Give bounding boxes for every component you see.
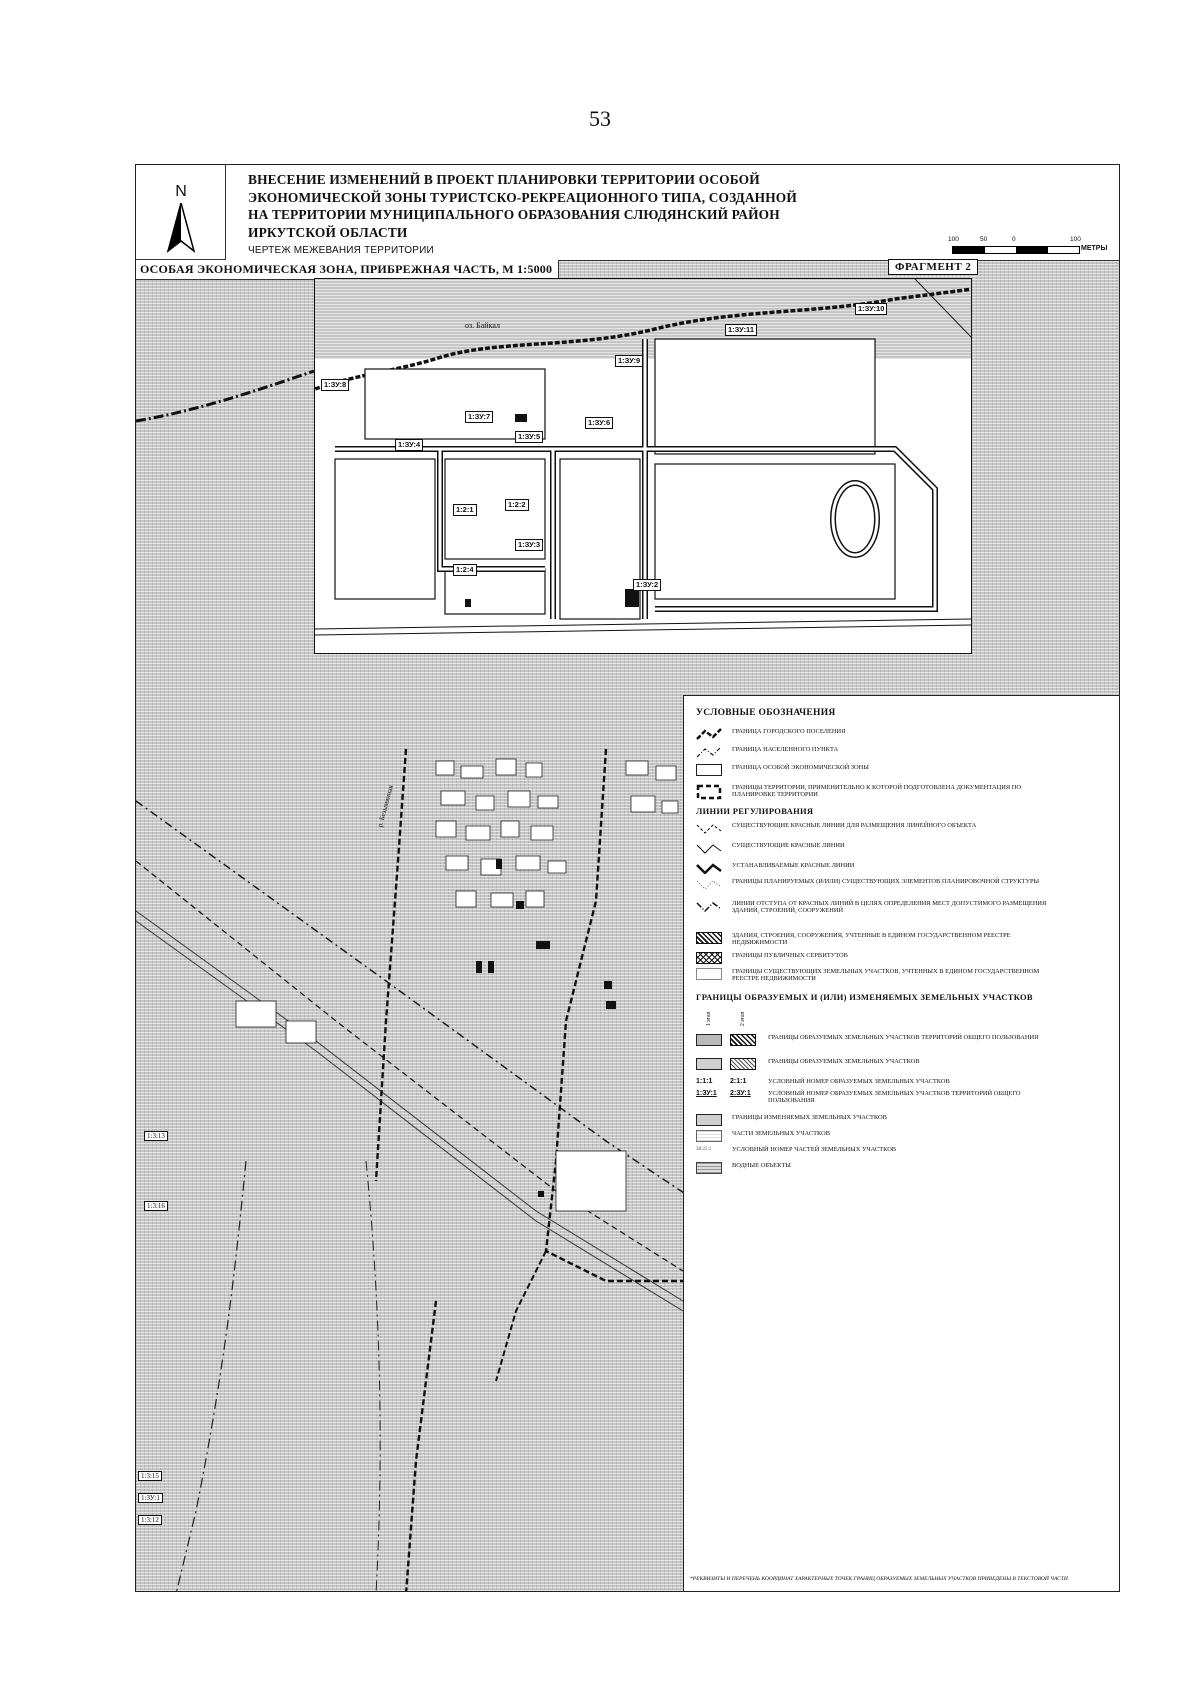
fragment-parcel-code: 1:ЗУ:10	[855, 303, 887, 315]
legend-section-regulation: ЛИНИИ РЕГУЛИРОВАНИЯ	[696, 806, 814, 816]
legend-item-label: ГРАНИЦА ГОРОДСКОГО ПОСЕЛЕНИЯ	[732, 728, 846, 735]
legend-item-label: ГРАНИЦЫ ПЛАНИРУЕМЫХ (И/ИЛИ) СУЩЕСТВУЮЩИХ ЭЛЕМЕНТОВ ПЛАНИРОВОЧНОЙ СТРУКТУРЫ	[732, 878, 1040, 885]
legend-item-label: УСЛОВНЫЙ НОМЕР ОБРАЗУЕМЫХ ЗЕМЕЛЬНЫХ УЧАСТКОВ ТЕРРИТОРИЙ ОБЩЕГО ПОЛЬЗОВАНИЯ	[768, 1090, 1021, 1105]
legend-item-label: ГРАНИЦЫ ТЕРРИТОРИИ, ПРИМЕНИТЕЛЬНО К КОТОРОЙ ПОДГОТОВЛЕНА ДОКУМЕНТАЦИЯ ПО ПЛАНИРОВКЕ ТЕРРИТОРИИ	[732, 784, 1021, 799]
setback-line-symbol	[696, 900, 722, 912]
zone-label: ОСОБАЯ ЭКОНОМИЧЕСКАЯ ЗОНА, ПРИБРЕЖНАЯ ЧАСТЬ, М 1:5000	[136, 260, 559, 280]
legend-item-label: ЛИНИИ ОТСТУПА ОТ КРАСНЫХ ЛИНИЙ В ЦЕЛЯХ ОПРЕДЕЛЕНИЯ МЕСТ ДОПУСТИМОГО РАЗМЕЩЕНИЯ ЗДАНИЙ, СТРОЕНИЙ, СООРУЖЕНИЙ	[732, 900, 1047, 915]
scale-tick-label: 50	[980, 236, 988, 243]
building-symbol	[696, 932, 722, 944]
parcel-number-sample: 1:1:1	[696, 1078, 713, 1085]
legend-column-header: 2 этап	[740, 1011, 746, 1026]
public-parcel-stage1-symbol	[696, 1034, 722, 1046]
map-parcel-code: 1:3:12	[138, 1515, 162, 1525]
north-letter: N	[175, 183, 187, 200]
scale-tick-label: 100	[1070, 236, 1081, 243]
north-arrow-box	[136, 165, 226, 260]
fragment-linework	[315, 279, 972, 654]
legend-item-label: ГРАНИЦЫ ОБРАЗУЕМЫХ ЗЕМЕЛЬНЫХ УЧАСТКОВ ТЕРРИТОРИЙ ОБЩЕГО ПОЛЬЗОВАНИЯ	[768, 1034, 1039, 1041]
fragment-parcel-code: 1:ЗУ:11	[725, 324, 757, 336]
fragment-parcel-code: 1:2:4	[453, 564, 477, 576]
settlement-boundary-symbol	[696, 746, 722, 758]
page-number: 53	[589, 106, 611, 131]
title-line-4: ИРКУТСКОЙ ОБЛАСТИ	[248, 224, 408, 240]
fragment-parcel-code: 1:ЗУ:6	[585, 417, 613, 429]
sez-boundary-symbol	[696, 764, 722, 776]
scale-tick-label: 100	[948, 236, 959, 243]
existing-red-line-symbol	[696, 842, 722, 854]
fragment-parcel-code: 1:ЗУ:8	[321, 379, 349, 391]
city-boundary-symbol	[696, 728, 722, 740]
fragment-parcel-code: 1:ЗУ:3	[515, 539, 543, 551]
fragment-parcel-code: 1:ЗУ:2	[633, 579, 661, 591]
legend-column-header: 1 этап	[706, 1011, 712, 1026]
legend-item-label: УСЛОВНЫЙ НОМЕР ЧАСТЕЙ ЗЕМЕЛЬНЫХ УЧАСТКОВ	[732, 1146, 897, 1153]
title-line-1: ВНЕСЕНИЕ ИЗМЕНЕНИЙ В ПРОЕКТ ПЛАНИРОВКИ ТЕРРИТОРИИ ОСОБОЙ	[248, 172, 760, 187]
legend-item-label: ЧАСТИ ЗЕМЕЛЬНЫХ УЧАСТКОВ	[732, 1130, 830, 1137]
fragment-2-inset[interactable]	[314, 278, 972, 654]
fragment-label: ФРАГМЕНТ 2	[888, 259, 978, 275]
legend-item-label: СУЩЕСТВУЮЩИЕ КРАСНЫЕ ЛИНИИ ДЛЯ РАЗМЕЩЕНИЯ ЛИНЕЙНОГО ОБЪЕКТА	[732, 822, 977, 829]
established-red-line-symbol	[696, 862, 722, 874]
legend	[683, 695, 1120, 1592]
scale-tick-label: 0	[1012, 236, 1016, 243]
legend-item-label: ЗДАНИЯ, СТРОЕНИЯ, СООРУЖЕНИЯ, УЧТЕННЫЕ В ЕДИНОМ ГОСУДАРСТВЕННОМ РЕЕСТРЕ НЕДВИЖИМОСТИ	[732, 932, 1011, 947]
servitude-symbol	[696, 952, 722, 964]
map-parcel-code: 1:ЗУ:1	[138, 1493, 163, 1503]
lake-label: оз. Байкал	[465, 321, 500, 330]
legend-item-label: ГРАНИЦА НАСЕЛЕННОГО ПУНКТА	[732, 746, 839, 753]
legend-item-label: ВОДНЫЕ ОБЪЕКТЫ	[732, 1162, 791, 1169]
drawing-subtitle: ЧЕРТЕЖ МЕЖЕВАНИЯ ТЕРРИТОРИИ	[248, 245, 434, 256]
legend-item-label: ГРАНИЦЫ ОБРАЗУЕМЫХ ЗЕМЕЛЬНЫХ УЧАСТКОВ	[768, 1058, 920, 1065]
legend-title: УСЛОВНЫЕ ОБОЗНАЧЕНИЯ	[696, 708, 836, 718]
scale-units: МЕТРЫ	[1081, 245, 1108, 252]
existing-parcel-symbol	[696, 968, 722, 980]
legend-footnote: *РЕКВИЗИТЫ И ПЕРЕЧЕНЬ КООРДИНАТ ХАРАКТЕРНЫХ ТОЧЕК ГРАНИЦ ОБРАЗУЕМЫХ ЗЕМЕЛЬНЫХ УЧАСТКОВ ПРИВЕДЕНЫ В ТЕКСТОВОЙ ЧАСТИ	[690, 1576, 1068, 1582]
map-parcel-code: 1:3:16	[144, 1201, 168, 1211]
legend-item-label: СУЩЕСТВУЮЩИЕ КРАСНЫЕ ЛИНИИ	[732, 842, 845, 849]
fragment-parcel-code: 1:ЗУ:4	[395, 439, 423, 451]
map-parcel-code: 1:3:15	[138, 1471, 162, 1481]
part-number-sample: 38:25:1	[696, 1147, 712, 1152]
planning-territory-symbol	[696, 784, 722, 800]
drawing-title	[248, 171, 908, 241]
fragment-parcel-code: 1:ЗУ:7	[465, 411, 493, 423]
new-parcel-stage1-symbol	[696, 1058, 722, 1070]
legend-item-label: УСЛОВНЫЙ НОМЕР ОБРАЗУЕМЫХ ЗЕМЕЛЬНЫХ УЧАСТКОВ	[768, 1078, 950, 1085]
map-sheet	[135, 164, 1120, 1592]
water-object-symbol	[696, 1162, 722, 1174]
parcel-number-sample: 2:1:1	[730, 1078, 747, 1085]
legend-item-label: УСТАНАВЛИВАЕМЫЕ КРАСНЫЕ ЛИНИИ	[732, 862, 855, 869]
public-parcel-number-sample: 2:ЗУ:1	[730, 1090, 751, 1097]
planning-structure-symbol	[696, 878, 722, 890]
north-arrow-icon	[166, 203, 196, 253]
fragment-parcel-code: 1:ЗУ:5	[515, 431, 543, 443]
legend-item-label: ГРАНИЦЫ СУЩЕСТВУЮЩИХ ЗЕМЕЛЬНЫХ УЧАСТКОВ, УЧТЕННЫХ В ЕДИНОМ ГОСУДАРСТВЕННОМ РЕЕСТРЕ НЕДВИЖИМОСТИ	[732, 968, 1040, 983]
changed-parcel-symbol	[696, 1114, 722, 1126]
river-label: р. Безымянная	[376, 784, 395, 829]
existing-red-line-linear-symbol	[696, 822, 722, 834]
new-parcel-stage2-symbol	[730, 1058, 756, 1070]
legend-section-parcels: ГРАНИЦЫ ОБРАЗУЕМЫХ И (ИЛИ) ИЗМЕНЯЕМЫХ ЗЕМЕЛЬНЫХ УЧАСТКОВ	[696, 992, 1033, 1002]
legend-item-label: ГРАНИЦЫ ИЗМЕНЯЕМЫХ ЗЕМЕЛЬНЫХ УЧАСТКОВ	[732, 1114, 887, 1121]
legend-item-label: ГРАНИЦЫ ПУБЛИЧНЫХ СЕРВИТУТОВ	[732, 952, 848, 959]
map-parcel-code: 1:3:13	[144, 1131, 168, 1141]
scale-bar-segments	[952, 246, 1080, 254]
legend-item-label: ГРАНИЦА ОСОБОЙ ЭКОНОМИЧЕСКОЙ ЗОНЫ	[732, 764, 869, 771]
title-line-2: ЭКОНОМИЧЕСКОЙ ЗОНЫ ТУРИСТСКО-РЕКРЕАЦИОННОГО ТИПА, СОЗДАННОЙ	[248, 189, 797, 205]
title-line-3: НА ТЕРРИТОРИИ МУНИЦИПАЛЬНОГО ОБРАЗОВАНИЯ СЛЮДЯНСКИЙ РАЙОН	[248, 207, 780, 222]
parcel-part-symbol	[696, 1130, 722, 1142]
public-parcel-number-sample: 1:ЗУ:1	[696, 1090, 717, 1097]
fragment-parcel-code: 1:2:2	[505, 499, 529, 511]
fragment-parcel-code: 1:2:1	[453, 504, 477, 516]
public-parcel-stage2-symbol	[730, 1034, 756, 1046]
fragment-parcel-code: 1:ЗУ:9	[615, 355, 643, 367]
